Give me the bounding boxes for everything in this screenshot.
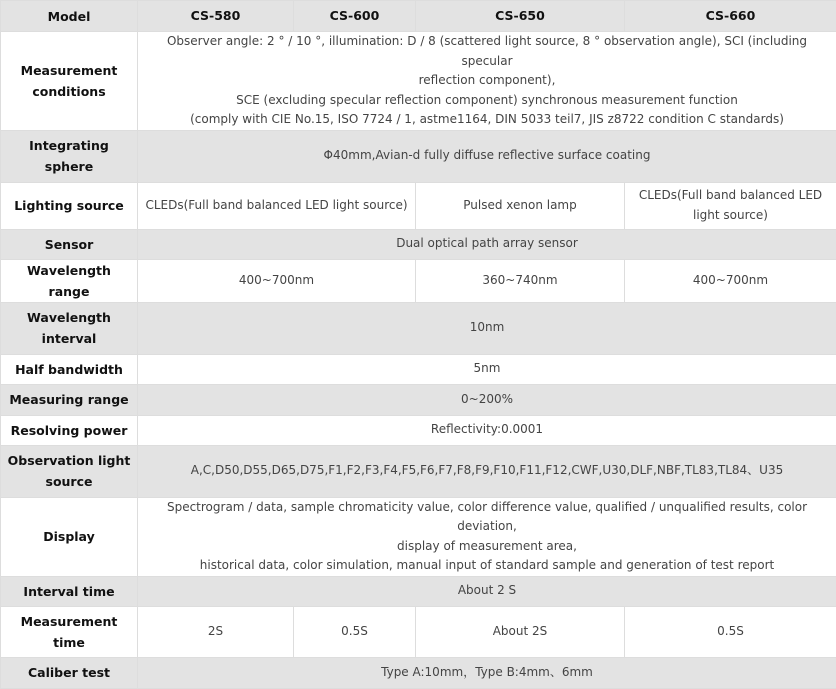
lighting-source-cs660: CLEDs(Full band balanced LED light source) — [625, 182, 836, 229]
header-row — [1, 1, 836, 32]
display-line: display of measurement area, — [142, 537, 832, 557]
row-display — [1, 497, 836, 576]
measurement-conditions-value — [138, 32, 836, 131]
measurement-conditions-line: (comply with CIE No.15, ISO 7724 / 1, astme1164, DIN 5033 teil7, JIS z8722 condition C standards) — [142, 110, 832, 130]
wavelength-interval-label: Wavelength interval — [1, 302, 138, 354]
row-wavelength-interval — [1, 302, 836, 354]
measurement-conditions-label: Measurement conditions — [1, 32, 138, 131]
measurement-time-cs600: 0.5S — [294, 606, 416, 657]
model-cs-650: CS-650 — [416, 1, 625, 32]
half-bandwidth-value: 5nm — [138, 354, 836, 384]
measurement-conditions-line: reflection component), — [142, 71, 832, 91]
caliber-test-value: Type A:10mm，Type B:4mm、6mm — [138, 657, 836, 688]
display-value — [138, 497, 836, 576]
sensor-label: Sensor — [1, 229, 138, 259]
measurement-time-cs650: About 2S — [416, 606, 625, 657]
interval-time-value: About 2 S — [138, 576, 836, 606]
model-cs-600: CS-600 — [294, 1, 416, 32]
row-measurement-conditions — [1, 32, 836, 131]
measuring-range-value: 0~200% — [138, 384, 836, 415]
integrating-sphere-label: Integrating sphere — [1, 130, 138, 182]
half-bandwidth-label: Half bandwidth — [1, 354, 138, 384]
wavelength-interval-value: 10nm — [138, 302, 836, 354]
measurement-time-cs660: 0.5S — [625, 606, 836, 657]
measurement-time-cs580: 2S — [138, 606, 294, 657]
row-half-bandwidth — [1, 354, 836, 384]
row-interval-time — [1, 576, 836, 606]
model-header: Model — [1, 1, 138, 32]
display-line: historical data, color simulation, manual input of standard sample and generation of test report — [142, 556, 832, 576]
wavelength-range-cs650: 360~740nm — [416, 259, 625, 302]
row-resolving-power — [1, 415, 836, 445]
measurement-time-label: Measurement time — [1, 606, 138, 657]
model-cs-660: CS-660 — [625, 1, 836, 32]
resolving-power-value: Reflectivity:0.0001 — [138, 415, 836, 445]
wavelength-range-cs660: 400~700nm — [625, 259, 836, 302]
model-cs-580: CS-580 — [138, 1, 294, 32]
row-observation-light-source — [1, 445, 836, 497]
integrating-sphere-value: Φ40mm,Avian-d fully diffuse reflective surface coating — [138, 130, 836, 182]
row-caliber-test — [1, 657, 836, 688]
row-integrating-sphere — [1, 130, 836, 182]
display-line: Spectrogram / data, sample chromaticity value, color difference value, qualified / unqualified results, color deviation, — [142, 498, 832, 537]
lighting-source-label: Lighting source — [1, 182, 138, 229]
wavelength-range-label: Wavelength range — [1, 259, 138, 302]
caliber-test-label: Caliber test — [1, 657, 138, 688]
lighting-source-cs650: Pulsed xenon lamp — [416, 182, 625, 229]
row-lighting-source — [1, 182, 836, 229]
resolving-power-label: Resolving power — [1, 415, 138, 445]
observation-light-source-label: Observation light source — [1, 445, 138, 497]
wavelength-range-cs580-600: 400~700nm — [138, 259, 416, 302]
display-label: Display — [1, 497, 138, 576]
row-wavelength-range — [1, 259, 836, 302]
measurement-conditions-line: Observer angle: 2 ° / 10 °, illumination: D / 8 (scattered light source, 8 ° observation angle), SCI (including specular — [142, 32, 832, 71]
row-measurement-time — [1, 606, 836, 657]
observation-light-source-value: A,C,D50,D55,D65,D75,F1,F2,F3,F4,F5,F6,F7,F8,F9,F10,F11,F12,CWF,U30,DLF,NBF,TL83,TL84、U35 — [138, 445, 836, 497]
measurement-conditions-line: SCE (excluding specular reflection component) synchronous measurement function — [142, 91, 832, 111]
sensor-value: Dual optical path array sensor — [138, 229, 836, 259]
row-measuring-range — [1, 384, 836, 415]
lighting-source-cs580-600: CLEDs(Full band balanced LED light source) — [138, 182, 416, 229]
interval-time-label: Interval time — [1, 576, 138, 606]
row-sensor — [1, 229, 836, 259]
measuring-range-label: Measuring range — [1, 384, 138, 415]
